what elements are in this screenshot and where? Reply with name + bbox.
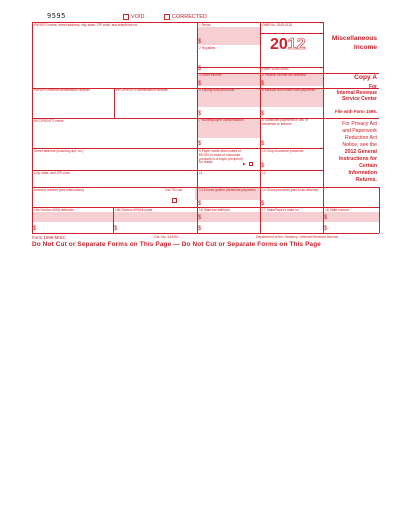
footer-dept: Department of the Treasury - Internal Revenue Service <box>256 235 339 239</box>
box-18-field[interactable] <box>323 212 379 222</box>
box-5-label: 5 Fishing boat proceeds <box>199 88 235 92</box>
footer-cat-no: Cat. No. 14425J <box>154 235 179 239</box>
privacy-line-3: Reduction Act <box>344 135 377 141</box>
form-title-line2: Income <box>353 44 377 51</box>
box-2-dollar: $ <box>198 66 202 72</box>
void-label: VOID <box>131 14 145 20</box>
payer-fid-label: PAYER'S federal identification number <box>34 88 90 92</box>
recipient-name-label: RECIPIENT'S name <box>34 119 64 123</box>
box-15b-label: 15b Section 409A income <box>115 208 153 212</box>
privacy-line-4: Notice, see the <box>342 142 377 148</box>
box-9-checkbox[interactable] <box>249 162 253 166</box>
box-14-dollar: $ <box>261 201 265 207</box>
tax-year-suffix: 12 <box>287 36 306 53</box>
box-10-dollar: $ <box>261 163 265 169</box>
box-18-label: 18 State income <box>325 208 349 212</box>
general-line-3: Certain <box>359 163 377 169</box>
tax-year-prefix: 20 <box>270 36 288 53</box>
box-16-field[interactable] <box>197 212 260 222</box>
do-not-cut-warning: Do Not Cut or Separate Forms on This Page — Do Not Cut or Separate Forms on This Page <box>32 241 322 248</box>
general-line-1: 2012 General <box>344 149 377 155</box>
second-tin-label: 2nd TIN not. <box>165 188 184 192</box>
box-3-dollar: $ <box>198 81 202 87</box>
corrected-label: CORRECTED <box>172 14 207 20</box>
privacy-line-1: For Privacy Act <box>342 121 377 127</box>
box-3-label: 3 Other income <box>199 73 222 77</box>
box-17-label: 17 State/Payer's state no. <box>262 208 300 212</box>
footer-form-label: Form 1099-MISC <box>32 235 66 240</box>
box-11-label: 11 <box>199 171 203 175</box>
box-9-arrow: ▶ <box>243 162 246 166</box>
general-line-2: Instructions for <box>338 156 377 162</box>
box-17-field[interactable] <box>260 212 323 222</box>
copy-for-label: For <box>368 84 377 90</box>
omb-number: OMB No. 1545-0115 <box>262 23 292 27</box>
box-12-label: 12 <box>262 171 266 175</box>
box-7-dollar: $ <box>198 141 202 147</box>
box-10-label: 10 Crop insurance proceeds <box>262 149 304 153</box>
box-7-label: 7 Nonemployee compensation <box>199 118 244 122</box>
box-9-label: 9 Payer made direct sales of $5,000 or more of consumer products to a buyer (recipient) for resale <box>199 149 243 165</box>
privacy-line-2: and Paperwork <box>342 128 377 134</box>
box-1-field[interactable] <box>197 27 260 45</box>
box-8-dollar: $ <box>261 141 265 147</box>
copy-a-title: Copy A <box>354 74 377 81</box>
form-1099-misc-copy-a <box>32 22 379 233</box>
second-tin-checkbox[interactable] <box>172 198 177 203</box>
tax-year <box>270 36 306 54</box>
form-code: 9595 <box>47 12 66 20</box>
box-4-dollar: $ <box>261 81 265 87</box>
box-4-label: 4 Federal income tax withheld <box>262 73 306 77</box>
box-15a-field[interactable] <box>32 212 113 222</box>
city-state-label: City, state, and ZIP code <box>34 171 70 175</box>
box-6-label: 6 Medical and health care payments <box>262 88 315 92</box>
box-5-dollar: $ <box>198 111 202 117</box>
corrected-checkbox[interactable] <box>164 14 170 20</box>
box-13-label: 13 Excess golden parachute payments <box>199 188 256 192</box>
box-14-label: 14 Gross proceeds paid to an attorney <box>262 188 319 192</box>
box-15a-label: 15a Section 409A deferrals <box>34 208 74 212</box>
box-1-label: 1 Rents <box>199 23 211 27</box>
copy-irs-line2: Service Center <box>341 96 377 102</box>
box-1-dollar: $ <box>198 39 202 45</box>
box-18-dollar-2: $ <box>324 226 328 232</box>
box-6-dollar: $ <box>261 111 265 117</box>
form-title-line1: Miscellaneous <box>331 35 377 42</box>
street-address-label: Street address (including apt. no.) <box>34 149 84 153</box>
void-checkbox[interactable] <box>123 14 129 20</box>
box-16-label: 16 State tax withheld <box>199 208 230 212</box>
account-number-label: Account number (see instructions) <box>34 188 85 192</box>
box-13-dollar: $ <box>198 201 202 207</box>
box-16-dollar-1: $ <box>198 215 202 221</box>
recipient-id-label: RECIPIENT'S identification number <box>116 88 168 92</box>
box-16-dollar-2: $ <box>198 226 202 232</box>
box-15b-field[interactable] <box>113 212 197 222</box>
box-18-dollar-1: $ <box>324 215 328 221</box>
copy-irs-line1: Internal Revenue <box>336 90 377 96</box>
form-ref-label: Form 1099-MISC <box>262 67 290 71</box>
general-line-5: Returns. <box>355 177 377 183</box>
payer-name-label: PAYER'S name, street address, city, state, ZIP code, and telephone no. <box>34 23 139 27</box>
box-15b-dollar: $ <box>114 226 118 232</box>
box-2-label: 2 Royalties <box>199 46 216 50</box>
box-15a-dollar: $ <box>33 226 37 232</box>
file-with-label: File with Form 1096. <box>335 109 377 114</box>
box-8-label: 8 Substitute payments in lieu of dividends or interest <box>262 118 308 126</box>
general-line-4: Information <box>348 170 377 176</box>
